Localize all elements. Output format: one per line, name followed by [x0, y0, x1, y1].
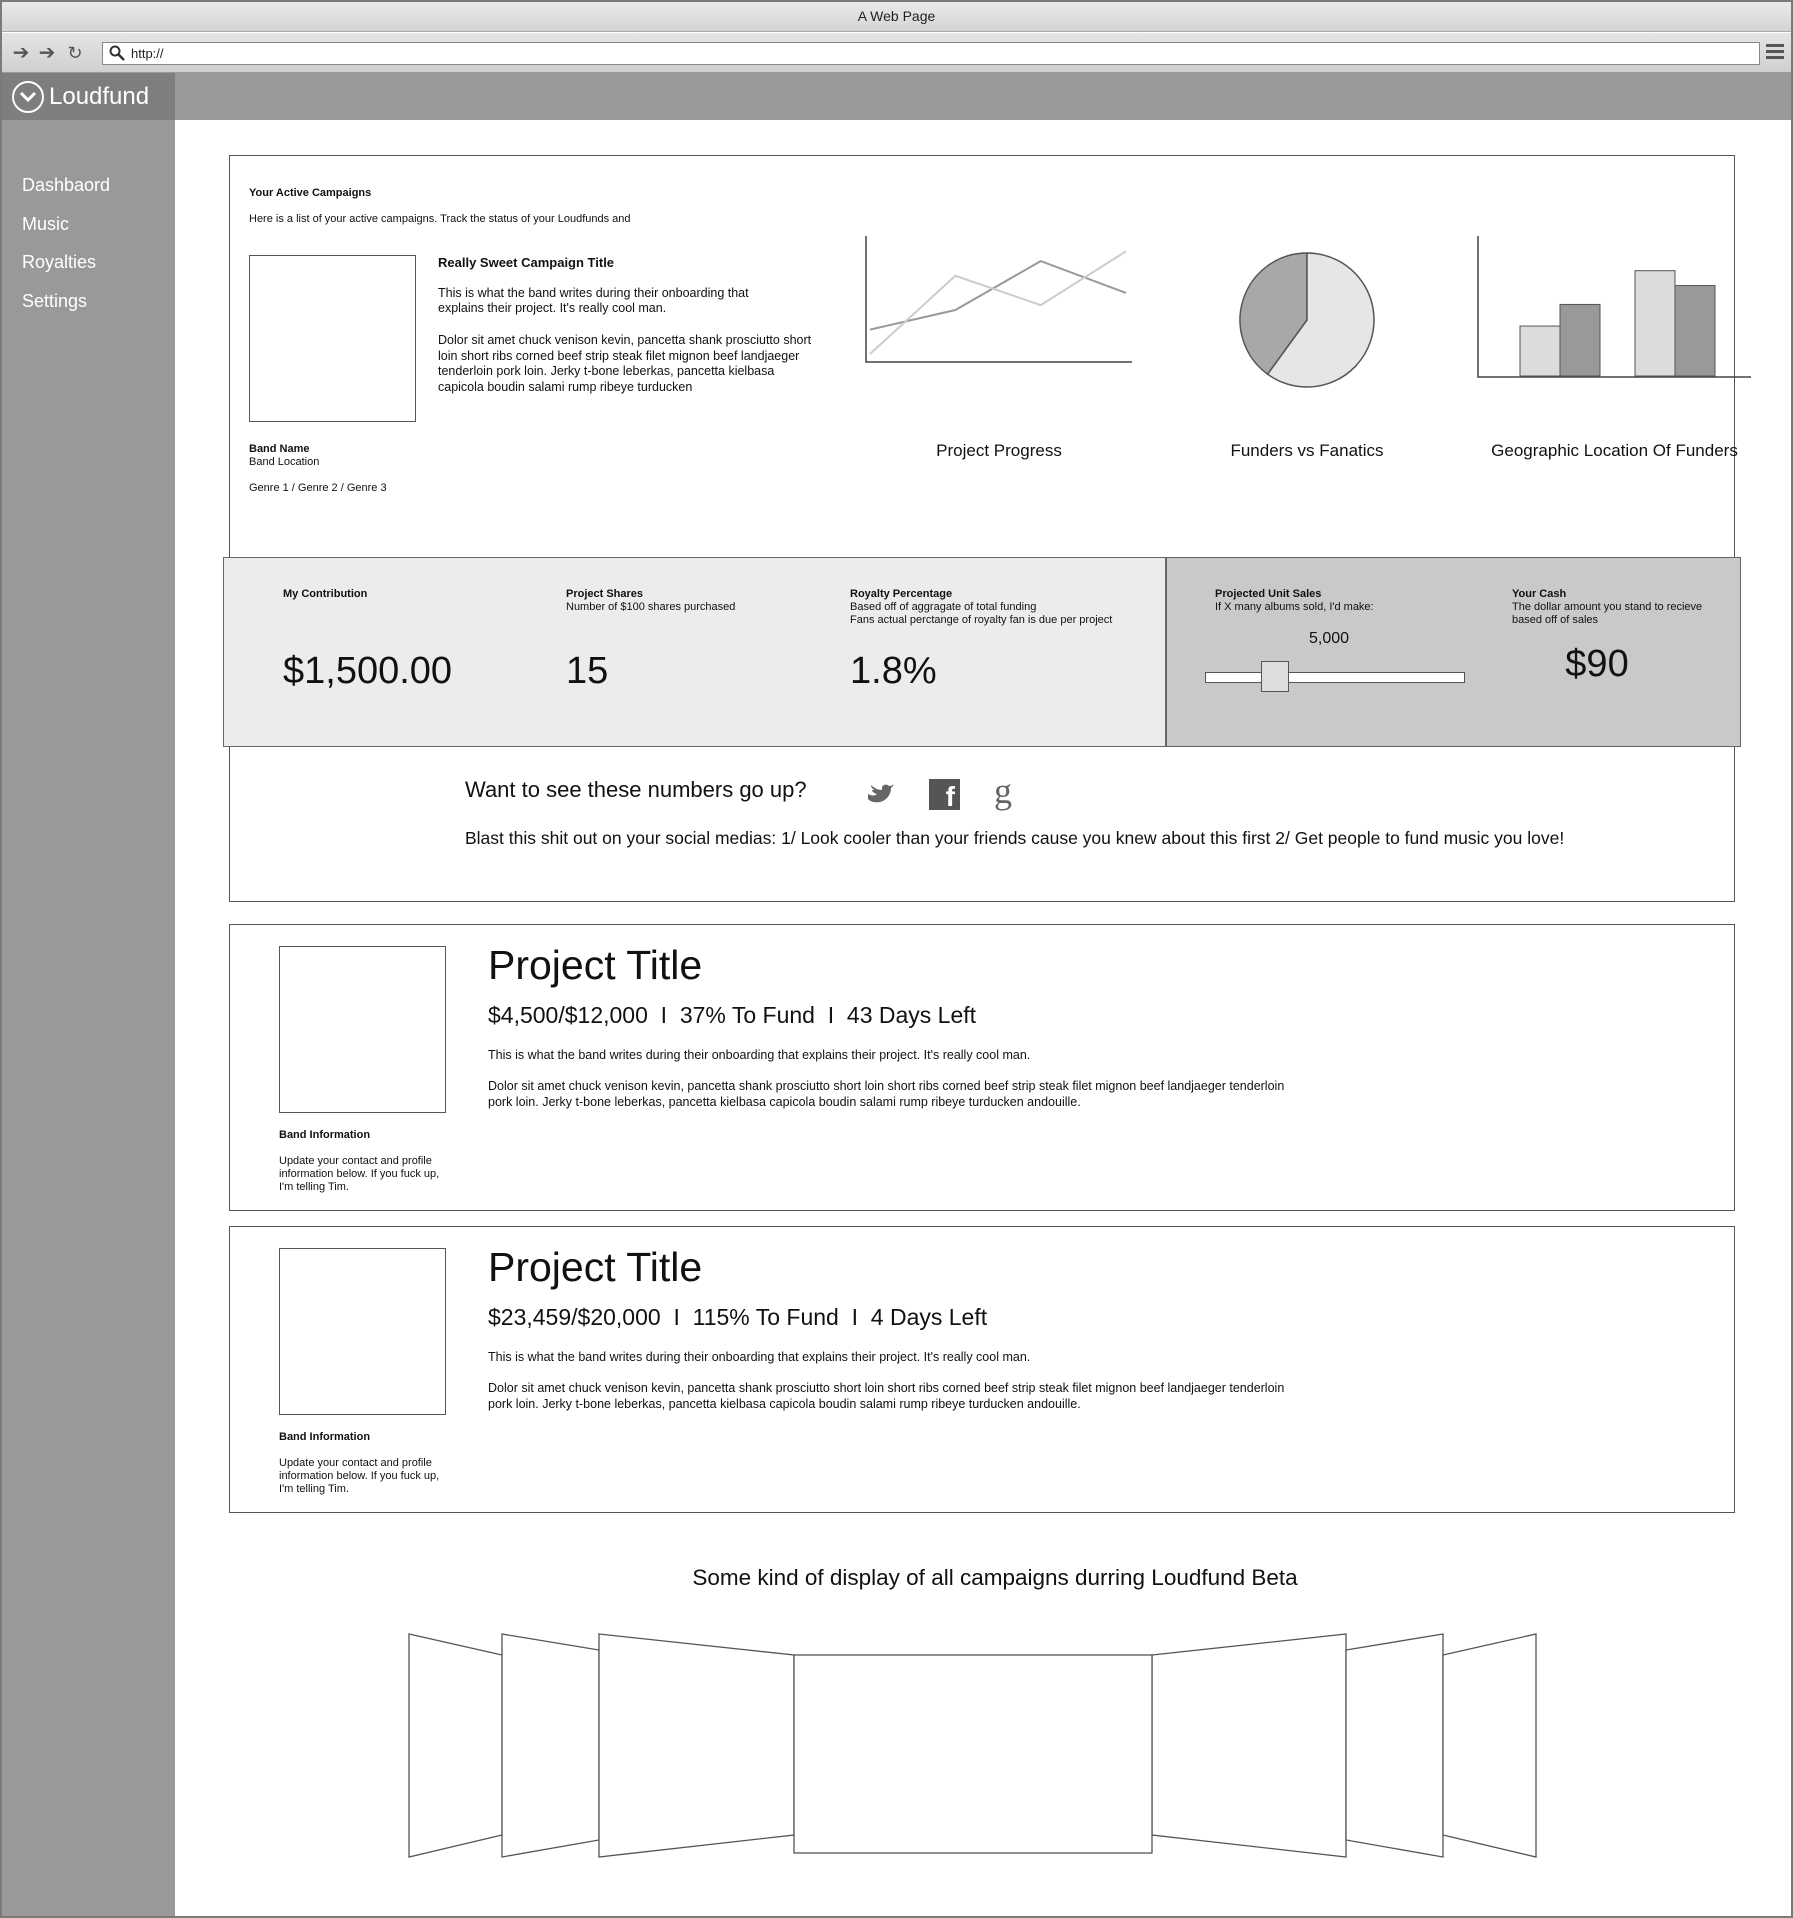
campaign-title[interactable]: Really Sweet Campaign Title — [438, 255, 615, 270]
top-bar — [175, 73, 1791, 120]
chart-label-geographic: Geographic Location Of Funders — [1491, 441, 1738, 460]
project-percent: 37% To Fund — [679, 1002, 815, 1028]
project-image[interactable] — [279, 946, 446, 1113]
bar — [1520, 326, 1560, 376]
genres: Genre 1 / Genre 2 / Genre 3 — [249, 482, 387, 494]
cash-value: $90 — [1565, 643, 1629, 685]
royalty-sub-2: Fans actual perctange of royalty fan is due per project — [850, 614, 1113, 626]
back-arrow-icon[interactable]: ➔ — [12, 42, 30, 64]
project-raised: $4,500/$12,000 — [488, 1002, 648, 1028]
cash-label: Your Cash — [1512, 588, 1567, 600]
project-percent: 115% To Fund — [692, 1304, 839, 1330]
project-desc-1: This is what the band writes during their onboarding that explains their project. It's really cool man. — [488, 1048, 1031, 1062]
project-stats — [488, 1304, 987, 1331]
royalty-value: 1.8% — [850, 650, 937, 692]
section-heading: Your Active Campaigns — [249, 187, 372, 199]
carousel-card-featured[interactable] — [794, 1655, 1152, 1853]
sidebar-item-settings[interactable]: Settings — [22, 291, 88, 311]
band-info-text: Update your contact and profile information below. If you fuck up, I'm telling Tim. — [279, 1155, 440, 1193]
facebook-icon[interactable]: f — [929, 779, 960, 810]
project-desc-2: Dolor sit amet chuck venison kevin, pancetta shank prosciutto short loin short ribs corned beef strip steak filet mignon beef landjaeger tenderloin pork loin. Jerky t-bone leberkas, pancetta kielbasa capicola boudin salami rump ribeye turducken andouille. — [488, 1381, 1285, 1411]
sidebar-item-music[interactable]: Music — [22, 214, 70, 234]
share-body: Blast this shit out on your social medias: 1/ Look cooler than your friends cause you knew about this first 2/ Get people to fund music you love! — [465, 828, 1565, 848]
carousel-card[interactable] — [1346, 1634, 1443, 1857]
project-title[interactable]: Project Title — [488, 1244, 703, 1290]
royalty-sub-1: Based off of aggragate of total funding — [850, 601, 1037, 613]
projected-value: 5,000 — [1308, 630, 1350, 647]
contribution-label: My Contribution — [283, 588, 368, 600]
project-desc-2: Dolor sit amet chuck venison kevin, pancetta shank prosciutto short loin short ribs corned beef strip steak filet mignon beef landjaeger tenderloin pork loin. Jerky t-bone leberkas, pancetta kielbasa capicola boudin salami rump ribeye turducken andouille. — [488, 1079, 1285, 1109]
campaign-desc-1: This is what the band writes during their onboarding that explains their project. It's really cool man. — [438, 286, 749, 315]
royalty-label: Royalty Percentage — [850, 588, 953, 600]
contribution-value: $1,500.00 — [283, 650, 453, 692]
bar — [1675, 286, 1715, 376]
campaign-image[interactable] — [249, 255, 416, 422]
window-title: A Web Page — [2, 2, 1791, 32]
project-card — [229, 924, 1735, 1211]
share-headline: Want to see these numbers go up? — [465, 777, 807, 802]
sidebar-item-royalties[interactable]: Royalties — [22, 252, 97, 272]
google-icon[interactable]: g — [994, 771, 1012, 811]
stat-separator: I — [660, 1002, 668, 1028]
campaign-carousel[interactable] — [402, 1627, 1542, 1862]
sidebar-item-dashboard[interactable]: Dashbaord — [22, 175, 111, 195]
projected-sub: If X many albums sold, I'd make: — [1215, 601, 1374, 613]
reload-icon[interactable]: ↻ — [67, 43, 83, 63]
sales-slider-thumb[interactable] — [1261, 661, 1289, 692]
chart-label-progress: Project Progress — [936, 441, 1062, 460]
project-title[interactable]: Project Title — [488, 942, 703, 988]
carousel-card[interactable] — [599, 1634, 794, 1857]
project-progress-chart[interactable] — [864, 234, 1134, 364]
project-days-left: 43 Days Left — [846, 1002, 977, 1028]
section-intro: Here is a list of your active campaigns. Track the status of your Loudfunds and — [249, 213, 631, 225]
carousel-card[interactable] — [1152, 1634, 1346, 1857]
project-desc-1: This is what the band writes during their onboarding that explains their project. It's really cool man. — [488, 1350, 1031, 1364]
cash-sub-1: The dollar amount you stand to recieve — [1512, 601, 1703, 613]
project-card — [229, 1226, 1735, 1513]
cash-sub-2: based off of sales — [1512, 614, 1599, 626]
campaign-desc-2: Dolor sit amet chuck venison kevin, pancetta shank prosciutto short loin short ribs corned beef strip steak filet mignon beef landjaeger tenderloin pork loin. Jerky t-bone leberkas, pancetta kielbasa capicola boudin salami rump ribeye turducken — [438, 333, 812, 394]
menu-icon[interactable] — [1766, 44, 1784, 62]
shares-label: Project Shares — [566, 588, 644, 600]
twitter-icon[interactable] — [866, 780, 896, 806]
project-stats — [488, 1002, 976, 1029]
band-location: Band Location — [249, 456, 320, 468]
carousel-card[interactable] — [1443, 1634, 1536, 1857]
project-raised: $23,459/$20,000 — [488, 1304, 661, 1330]
project-image[interactable] — [279, 1248, 446, 1415]
logo[interactable] — [2, 73, 175, 120]
bar — [1560, 304, 1600, 376]
beta-heading: Some kind of display of all campaigns durring Loudfund Beta — [692, 1565, 1298, 1590]
stat-separator: I — [851, 1304, 858, 1330]
brand-name: Loudfund — [49, 82, 150, 110]
carousel-card[interactable] — [502, 1634, 599, 1857]
band-info-heading: Band Information — [279, 1129, 371, 1141]
sales-slider-track[interactable] — [1205, 672, 1465, 683]
carousel-card[interactable] — [409, 1634, 502, 1857]
band-info-text: Update your contact and profile information below. If you fuck up, I'm telling Tim. — [279, 1457, 440, 1495]
stat-separator: I — [673, 1304, 680, 1330]
chevron-down-icon — [12, 81, 44, 113]
band-info-heading: Band Information — [279, 1431, 371, 1443]
search-icon — [109, 45, 125, 61]
stat-separator: I — [827, 1002, 835, 1028]
sidebar — [2, 73, 175, 1918]
shares-sub: Number of $100 shares purchased — [566, 601, 736, 613]
shares-value: 15 — [566, 650, 609, 692]
line-chart-axes — [866, 236, 1132, 362]
forward-arrow-icon[interactable]: ➔ — [38, 42, 56, 64]
url-text: http:// — [131, 46, 164, 61]
project-days-left: 4 Days Left — [870, 1304, 988, 1330]
bar — [1635, 271, 1675, 376]
projected-label: Projected Unit Sales — [1215, 588, 1322, 600]
url-input[interactable] — [102, 42, 1760, 65]
browser-toolbar — [2, 33, 1791, 73]
funders-vs-fanatics-chart[interactable] — [1237, 250, 1377, 390]
geographic-funders-chart[interactable] — [1476, 234, 1752, 380]
chart-label-funders: Funders vs Fanatics — [1230, 441, 1384, 460]
band-name[interactable]: Band Name — [249, 443, 310, 455]
line-series — [870, 251, 1126, 354]
